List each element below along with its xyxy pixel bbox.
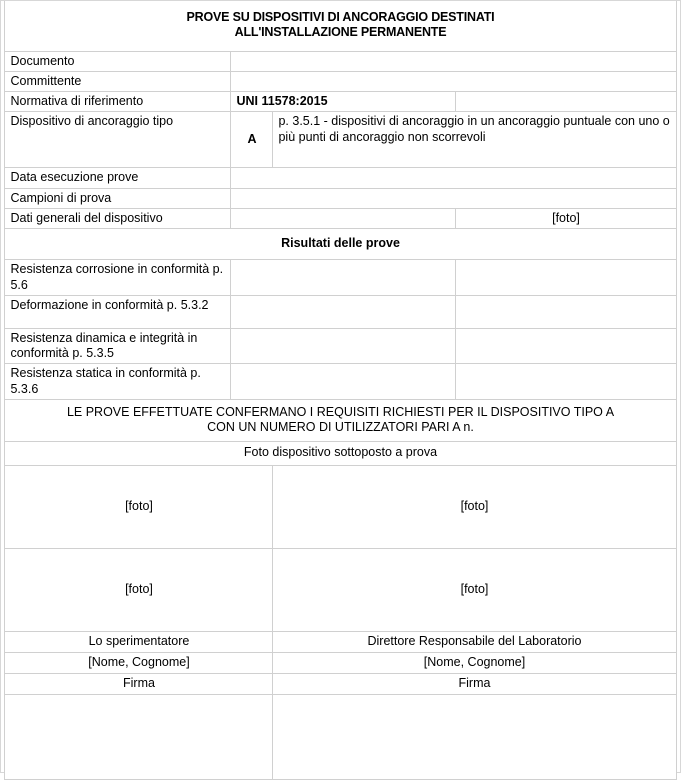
signature-name-right[interactable]: [Nome, Cognome] (273, 652, 676, 673)
signature-label-right: Firma (273, 674, 676, 695)
table-row-resistenza-dinamica (5, 328, 676, 364)
photo-cell-3[interactable]: [foto] (5, 548, 273, 631)
field-value-campioni[interactable] (231, 188, 676, 208)
conclusion-row (5, 399, 676, 442)
signature-area-right[interactable] (273, 695, 676, 780)
conclusion-line-1: LE PROVE EFFETTUATE CONFERMANO I REQUISITI RICHIESTI PER IL DISPOSITIVO TIPO A (66, 404, 615, 419)
photo-cell-1[interactable]: [foto] (5, 465, 273, 548)
result-label-resistenza-dinamica: Resistenza dinamica e integrità in conformità p. 5.3.5 (5, 328, 231, 364)
table-row-committente (5, 71, 676, 91)
table-row-resistenza-corrosione (5, 260, 676, 296)
field-value-documento[interactable] (231, 51, 676, 71)
field-label-campioni: Campioni di prova (5, 188, 231, 208)
result-label-deformazione: Deformazione in conformità p. 5.3.2 (5, 295, 231, 328)
result-label-resistenza-statica: Resistenza statica in conformità p. 5.3.6 (5, 364, 231, 400)
field-value-dati-generali[interactable] (231, 208, 456, 228)
table-row-resistenza-statica (5, 364, 676, 400)
field-value-normativa[interactable]: UNI 11578:2015 (231, 92, 456, 112)
section-heading-foto: Foto dispositivo sottoposto a prova (5, 442, 676, 465)
photo-row-2 (5, 548, 676, 631)
page-title-line-1: PROVE SU DISPOSITIVI DI ANCORAGGIO DESTINATI (186, 10, 495, 24)
result-value-1-resistenza-dinamica[interactable] (231, 328, 456, 364)
table-row-documento (5, 51, 676, 71)
section-heading-risultati: Risultati delle prove (5, 229, 676, 260)
field-value-data-esecuzione[interactable] (231, 168, 676, 188)
result-value-2-resistenza-corrosione[interactable] (456, 260, 676, 296)
signature-name-left[interactable]: [Nome, Cognome] (5, 652, 273, 673)
field-value-tipo-code: A (231, 112, 273, 168)
signature-label-row (5, 674, 676, 695)
report-table (4, 1, 676, 780)
signature-role-left: Lo sperimentatore (5, 631, 273, 652)
field-value-committente[interactable] (231, 71, 676, 91)
signature-role-right: Direttore Responsabile del Laboratorio (273, 631, 676, 652)
field-label-documento: Documento (5, 51, 231, 71)
table-row-dispositivo-tipo (5, 112, 676, 168)
conclusion-banner (5, 399, 676, 442)
section-heading-risultati-row (5, 229, 676, 260)
table-row-campioni (5, 188, 676, 208)
title-row (5, 1, 676, 51)
result-value-2-resistenza-dinamica[interactable] (456, 328, 676, 364)
field-label-normativa: Normativa di riferimento (5, 92, 231, 112)
field-label-dispositivo-tipo: Dispositivo di ancoraggio tipo (5, 112, 231, 168)
field-label-data-esecuzione: Data esecuzione prove (5, 168, 231, 188)
field-value-normativa-extra[interactable] (456, 92, 676, 112)
signature-role-row (5, 631, 676, 652)
signature-name-row (5, 652, 676, 673)
photo-cell-4[interactable]: [foto] (273, 548, 676, 631)
table-row-data-esecuzione (5, 168, 676, 188)
field-label-dati-generali: Dati generali del dispositivo (5, 208, 231, 228)
table-row-deformazione (5, 295, 676, 328)
conclusion-line-2: CON UN NUMERO DI UTILIZZATORI PARI A n. (207, 420, 474, 434)
result-value-2-deformazione[interactable] (456, 295, 676, 328)
result-label-resistenza-corrosione: Resistenza corrosione in conformità p. 5.6 (5, 260, 231, 296)
section-heading-foto-row (5, 442, 676, 465)
field-value-tipo-description: p. 3.5.1 - dispositivi di ancoraggio in un ancoraggio puntuale con uno o più punti di ancoraggio non scorrevoli (273, 112, 676, 168)
signature-label-left: Firma (5, 674, 273, 695)
page-title (5, 1, 676, 51)
result-value-1-resistenza-corrosione[interactable] (231, 260, 456, 296)
result-value-2-resistenza-statica[interactable] (456, 364, 676, 400)
result-value-1-resistenza-statica[interactable] (231, 364, 456, 400)
page-title-line-2: ALL'INSTALLAZIONE PERMANENTE (234, 25, 447, 40)
result-value-1-deformazione[interactable] (231, 295, 456, 328)
signature-space-row (5, 695, 676, 780)
field-label-committente: Committente (5, 71, 231, 91)
photo-placeholder-dati-generali[interactable]: [foto] (456, 208, 676, 228)
photo-cell-2[interactable]: [foto] (273, 465, 676, 548)
photo-row-1 (5, 465, 676, 548)
signature-area-left[interactable] (5, 695, 273, 780)
table-row-normativa (5, 92, 676, 112)
table-row-dati-generali (5, 208, 676, 228)
